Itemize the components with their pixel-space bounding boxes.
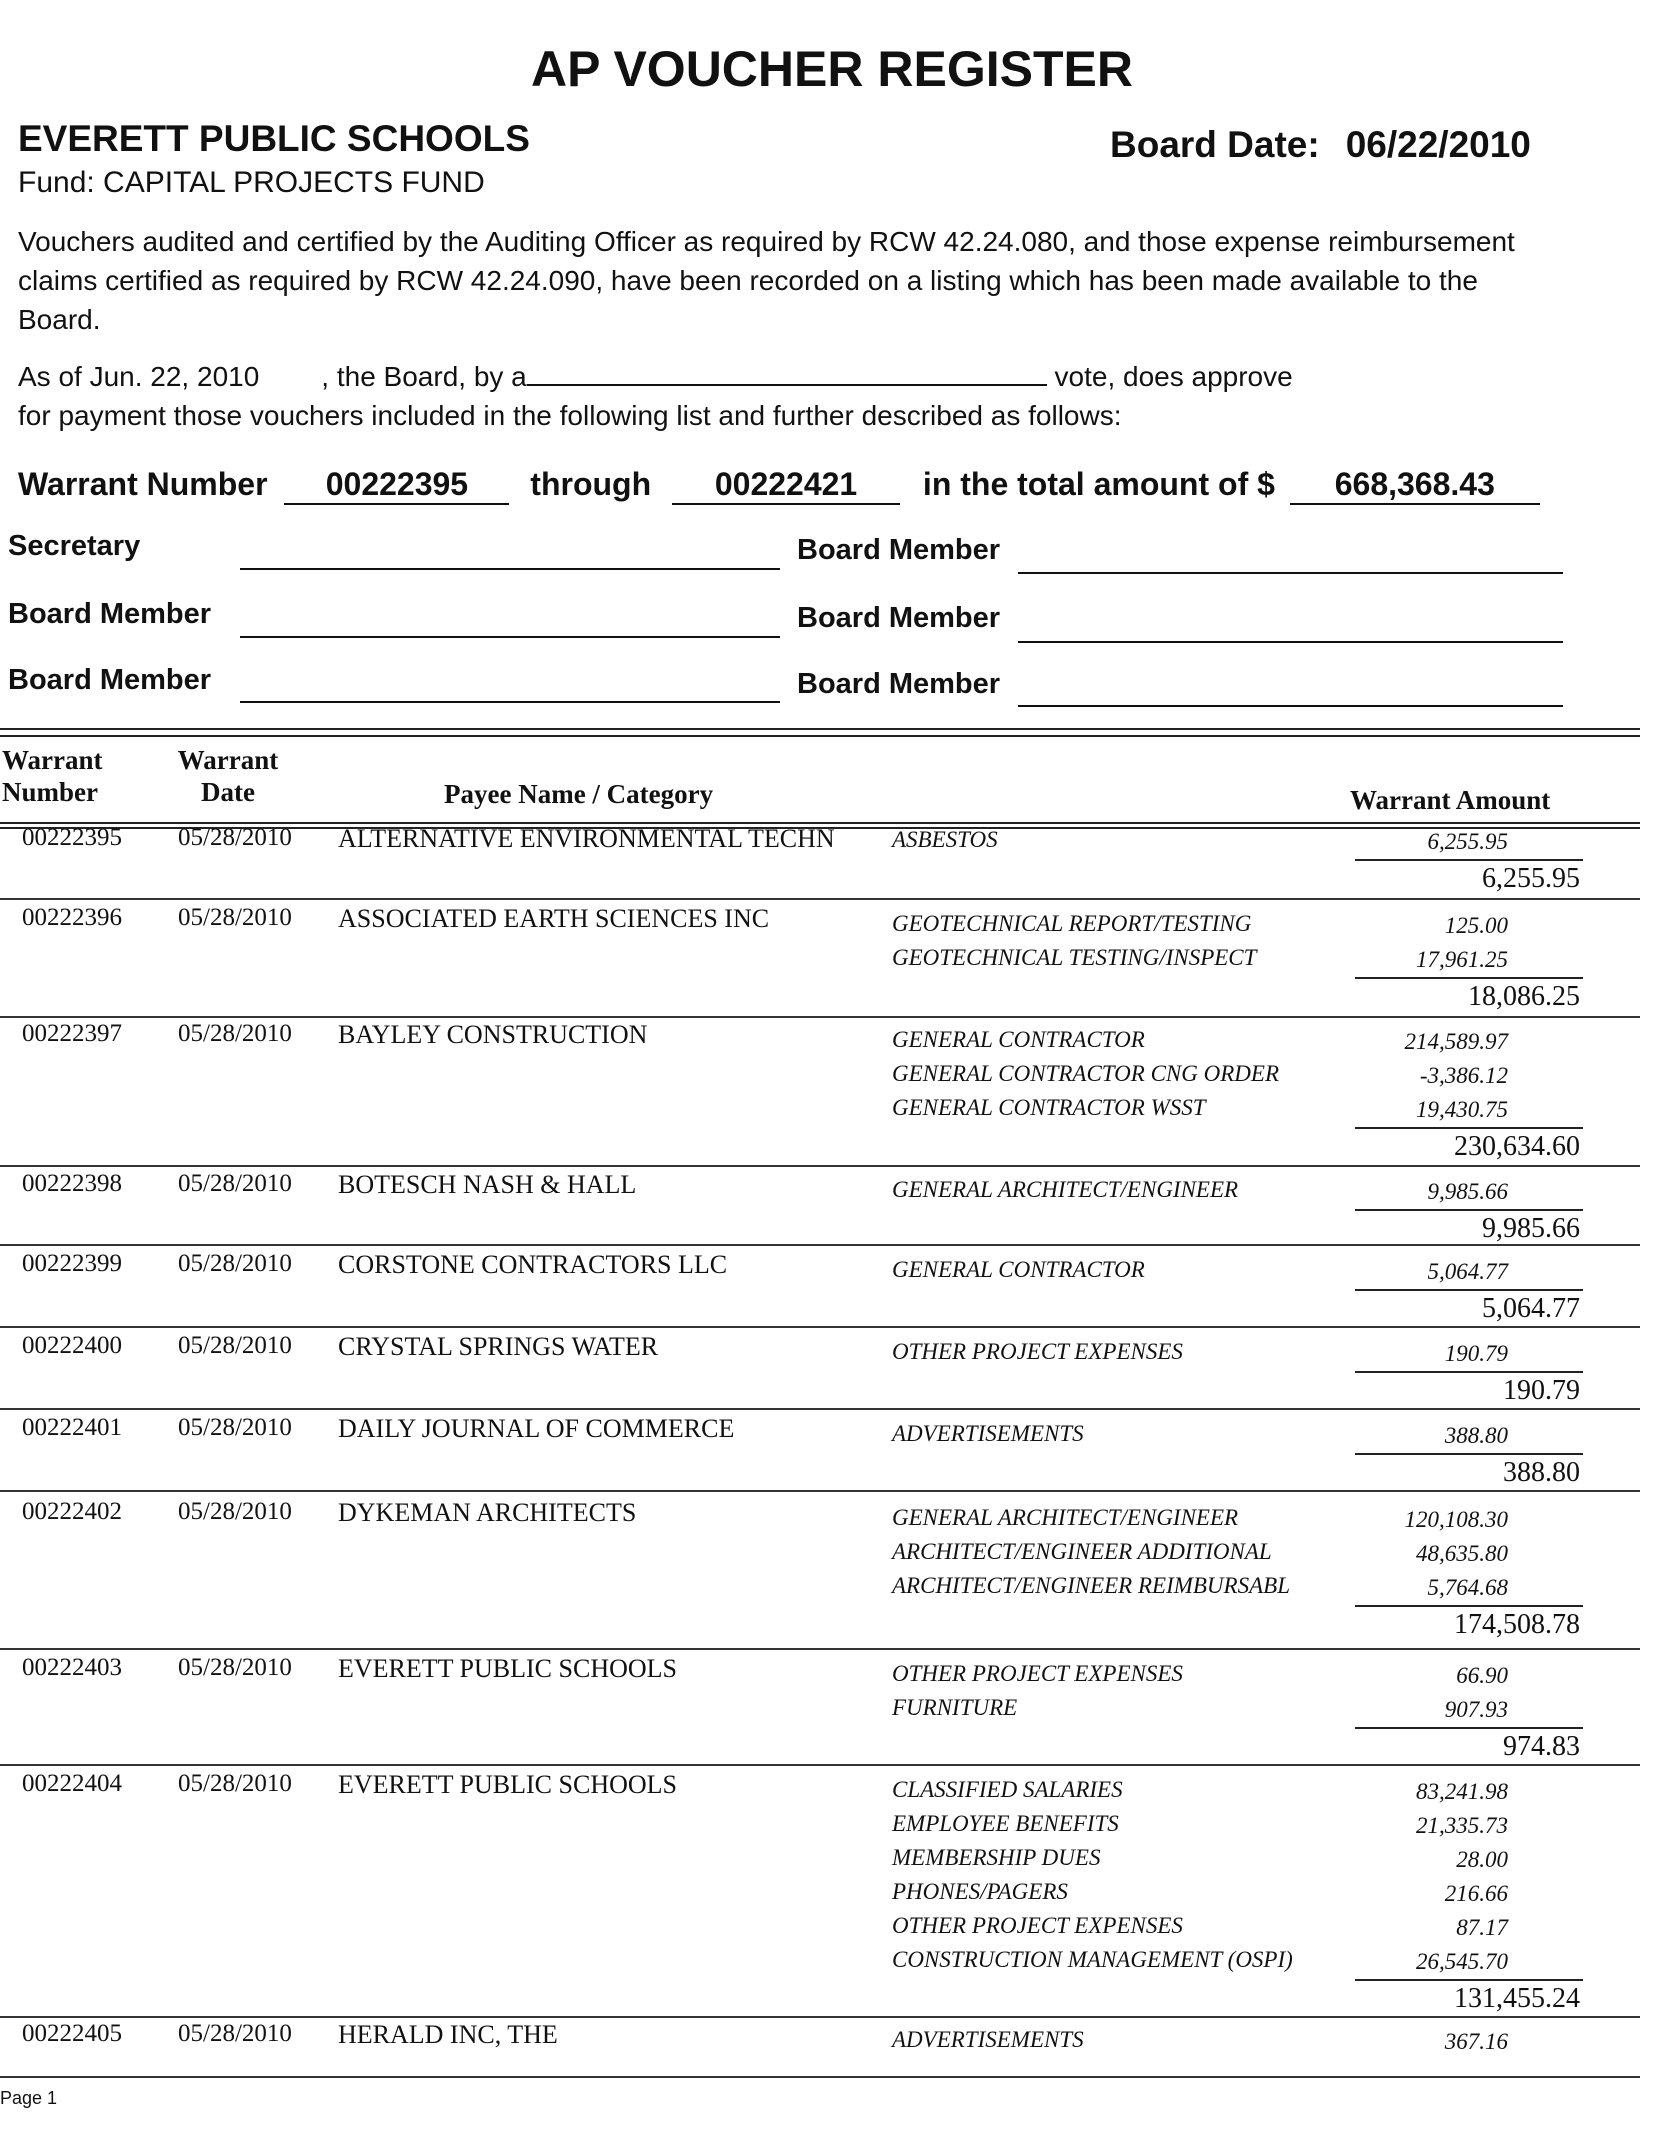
category: EMPLOYEE BENEFITS [892,1811,1119,1836]
warrant-number: 00222403 [22,1654,122,1681]
line-amount: 28.00 [1456,1847,1508,1872]
subtotal-rule [1355,977,1583,979]
line-amount: 120,108.30 [1404,1507,1508,1532]
category: OTHER PROJECT EXPENSES [892,1339,1183,1364]
category: GENERAL CONTRACTOR WSST [892,1095,1206,1120]
line-amount: 214,589.97 [1404,1029,1508,1054]
row-separator [0,1016,1640,1018]
warrant-number: 00222395 [22,824,122,851]
category: OTHER PROJECT EXPENSES [892,1913,1183,1938]
row-separator [0,1648,1640,1650]
board-member-label-3: Board Member [797,602,1001,634]
payee-name: ALTERNATIVE ENVIRONMENTAL TECHN [338,824,835,853]
as-of-date: As of Jun. 22, 2010 [18,361,260,392]
warrant-number: 00222400 [22,1332,122,1359]
warrant-date: 05/28/2010 [178,1414,292,1441]
board-member-signature-line-5[interactable] [1018,705,1563,707]
row-separator [0,898,1640,900]
subtotal-rule [1355,1127,1583,1129]
category: GENERAL CONTRACTOR CNG ORDER [892,1061,1279,1086]
warrant-number: 00222402 [22,1498,122,1525]
category: GENERAL CONTRACTOR [892,1257,1145,1282]
board-date-label: Board Date: [1110,124,1320,165]
warrant-number: 00222405 [22,2020,122,2047]
subtotal-rule [1355,859,1583,861]
warrant-number: 00222396 [22,904,122,931]
line-amount: 66.90 [1456,1663,1508,1688]
payee-name: DAILY JOURNAL OF COMMERCE [338,1414,735,1443]
col-warrant-date: Warrant Date [177,745,279,807]
line-amount: 48,635.80 [1416,1541,1508,1566]
vote-suffix: vote, does approve [1054,361,1293,392]
line-amount: 388.80 [1444,1423,1508,1448]
warrant-to: 00222421 [672,466,900,505]
warrant-number: 00222398 [22,1170,122,1197]
subtotal-rule [1355,1605,1583,1607]
warrant-number: 00222399 [22,1250,122,1277]
warrant-amount: 974.83 [1503,1731,1580,1762]
header-rule-bottom [0,735,1640,737]
warrant-amount: 388.80 [1503,1457,1580,1488]
category: ADVERTISEMENTS [892,1421,1084,1446]
warrant-date: 05/28/2010 [178,1654,292,1681]
row-separator [0,1490,1640,1492]
warrant-date: 05/28/2010 [178,2020,292,2047]
line-amount: 9,985.66 [1427,1179,1508,1204]
board-member-label-5: Board Member [797,668,1001,700]
warrant-amount: 190.79 [1503,1375,1580,1406]
warrant-range-line [18,466,1540,505]
category: PHONES/PAGERS [892,1879,1068,1904]
line-amount: 216.66 [1444,1881,1508,1906]
subtotal-rule [1355,1979,1583,1981]
warrant-date: 05/28/2010 [178,904,292,931]
payee-name: DYKEMAN ARCHITECTS [338,1498,637,1527]
line-amount: 26,545.70 [1416,1949,1508,1974]
line-amount: 907.93 [1444,1697,1508,1722]
category: CONSTRUCTION MANAGEMENT (OSPI) [892,1947,1293,1972]
line-amount: -3,386.12 [1419,1063,1508,1088]
category: ARCHITECT/ENGINEER ADDITIONAL [892,1539,1272,1564]
secretary-label: Secretary [8,530,141,562]
subtotal-rule [1355,1209,1583,1211]
warrant-number: 00222404 [22,1770,122,1797]
warrant-number: 00222401 [22,1414,122,1441]
board-by-text: , the Board, by a [321,361,527,392]
category: FURNITURE [892,1695,1018,1720]
line-amount: 5,764.68 [1427,1575,1508,1600]
total-amount-label: in the total amount of $ [922,466,1275,502]
warrant-date: 05/28/2010 [178,1498,292,1525]
line-amount: 83,241.98 [1416,1779,1508,1804]
board-member-signature-line-2[interactable] [240,636,780,638]
category: ARCHITECT/ENGINEER REIMBURSABL [892,1573,1290,1598]
total-amount: 668,368.43 [1290,466,1540,505]
payee-name: EVERETT PUBLIC SCHOOLS [338,1654,677,1683]
category: CLASSIFIED SALARIES [892,1777,1123,1802]
warrant-amount: 5,064.77 [1482,1293,1580,1324]
warrant-date: 05/28/2010 [178,1020,292,1047]
warrant-number: 00222397 [22,1020,122,1047]
row-separator [0,2016,1640,2018]
board-member-label-2: Board Member [8,598,212,630]
table-bottom-rule [0,2076,1640,2078]
row-separator [0,1764,1640,1766]
category: GEOTECHNICAL TESTING/INSPECT [892,945,1257,970]
category: ADVERTISEMENTS [892,2027,1084,2052]
line-amount: 17,961.25 [1416,947,1508,972]
row-separator [0,1326,1640,1328]
vote-blank[interactable] [527,358,1047,386]
subtotal-rule [1355,1453,1583,1455]
col-warrant-number: Warrant Number [2,745,103,807]
board-member-signature-line-1[interactable] [1018,572,1563,574]
payee-name: EVERETT PUBLIC SCHOOLS [338,1770,677,1799]
warrant-number-label: Warrant Number [18,466,268,502]
category: GENERAL ARCHITECT/ENGINEER [892,1505,1239,1530]
warrant-amount: 131,455.24 [1454,1983,1580,2014]
warrant-date: 05/28/2010 [178,1770,292,1797]
line-amount: 125.00 [1444,913,1508,938]
warrant-amount: 174,508.78 [1454,1609,1580,1640]
board-date [1110,124,1531,166]
secretary-signature-line[interactable] [240,568,780,570]
row-separator [0,1408,1640,1410]
line-amount: 21,335.73 [1416,1813,1508,1838]
line-amount: 6,255.95 [1427,829,1508,854]
col-warrant-amount: Warrant Amount [1350,785,1551,815]
line-amount: 5,064.77 [1427,1259,1508,1284]
payee-name: CRYSTAL SPRINGS WATER [338,1332,659,1361]
row-separator [0,1244,1640,1246]
subtotal-rule [1355,1371,1583,1373]
payee-name: ASSOCIATED EARTH SCIENCES INC [338,904,770,933]
page-title: AP VOUCHER REGISTER [531,41,1133,97]
warrant-date: 05/28/2010 [178,1170,292,1197]
payee-name: BAYLEY CONSTRUCTION [338,1020,648,1049]
row-separator [0,1165,1640,1167]
col-payee: Payee Name / Category [444,779,714,809]
warrant-date: 05/28/2010 [178,1250,292,1277]
board-date-value: 06/22/2010 [1345,124,1531,165]
organization-name: EVERETT PUBLIC SCHOOLS [18,118,530,159]
certification-statement: Vouchers audited and certified by the Auditing Officer as required by RCW 42.24.080, and those expense reimbursement claims certified as required by RCW 42.24.090, have been recorded on a listing which has been made available to the Board. [18,226,1515,335]
warrant-date: 05/28/2010 [178,824,292,851]
payee-name: HERALD INC, THE [338,2020,558,2049]
payee-name: CORSTONE CONTRACTORS LLC [338,1250,728,1279]
board-member-signature-line-3[interactable] [1018,641,1563,643]
warrant-from: 00222395 [284,466,509,505]
category: OTHER PROJECT EXPENSES [892,1661,1183,1686]
category: GEOTECHNICAL REPORT/TESTING [892,911,1252,936]
category: GENERAL ARCHITECT/ENGINEER [892,1177,1239,1202]
category: GENERAL CONTRACTOR [892,1027,1145,1052]
warrant-date: 05/28/2010 [178,1332,292,1359]
fund-label: Fund: CAPITAL PROJECTS FUND [18,166,485,199]
through-label: through [530,466,652,502]
header-rule-top [0,728,1640,730]
board-member-label-4: Board Member [8,664,212,696]
line-amount: 19,430.75 [1416,1097,1508,1122]
board-member-signature-line-4[interactable] [240,701,780,703]
category: MEMBERSHIP DUES [892,1845,1101,1870]
subtotal-rule [1355,1289,1583,1291]
warrant-amount: 230,634.60 [1454,1131,1580,1162]
for-payment-text: for payment those vouchers included in the following list and further described as follows: [18,400,1122,431]
category: ASBESTOS [892,827,998,852]
line-amount: 367.16 [1444,2029,1508,2054]
warrant-amount: 6,255.95 [1482,863,1580,894]
approval-line [18,358,1293,393]
subtotal-rule [1355,1727,1583,1729]
line-amount: 87.17 [1456,1915,1508,1940]
warrant-amount: 9,985.66 [1482,1213,1580,1244]
page-number: Page 1 [0,2088,58,2108]
line-amount: 190.79 [1444,1341,1508,1366]
warrant-amount: 18,086.25 [1468,981,1580,1012]
board-member-label-1: Board Member [797,534,1001,566]
payee-name: BOTESCH NASH & HALL [338,1170,637,1199]
